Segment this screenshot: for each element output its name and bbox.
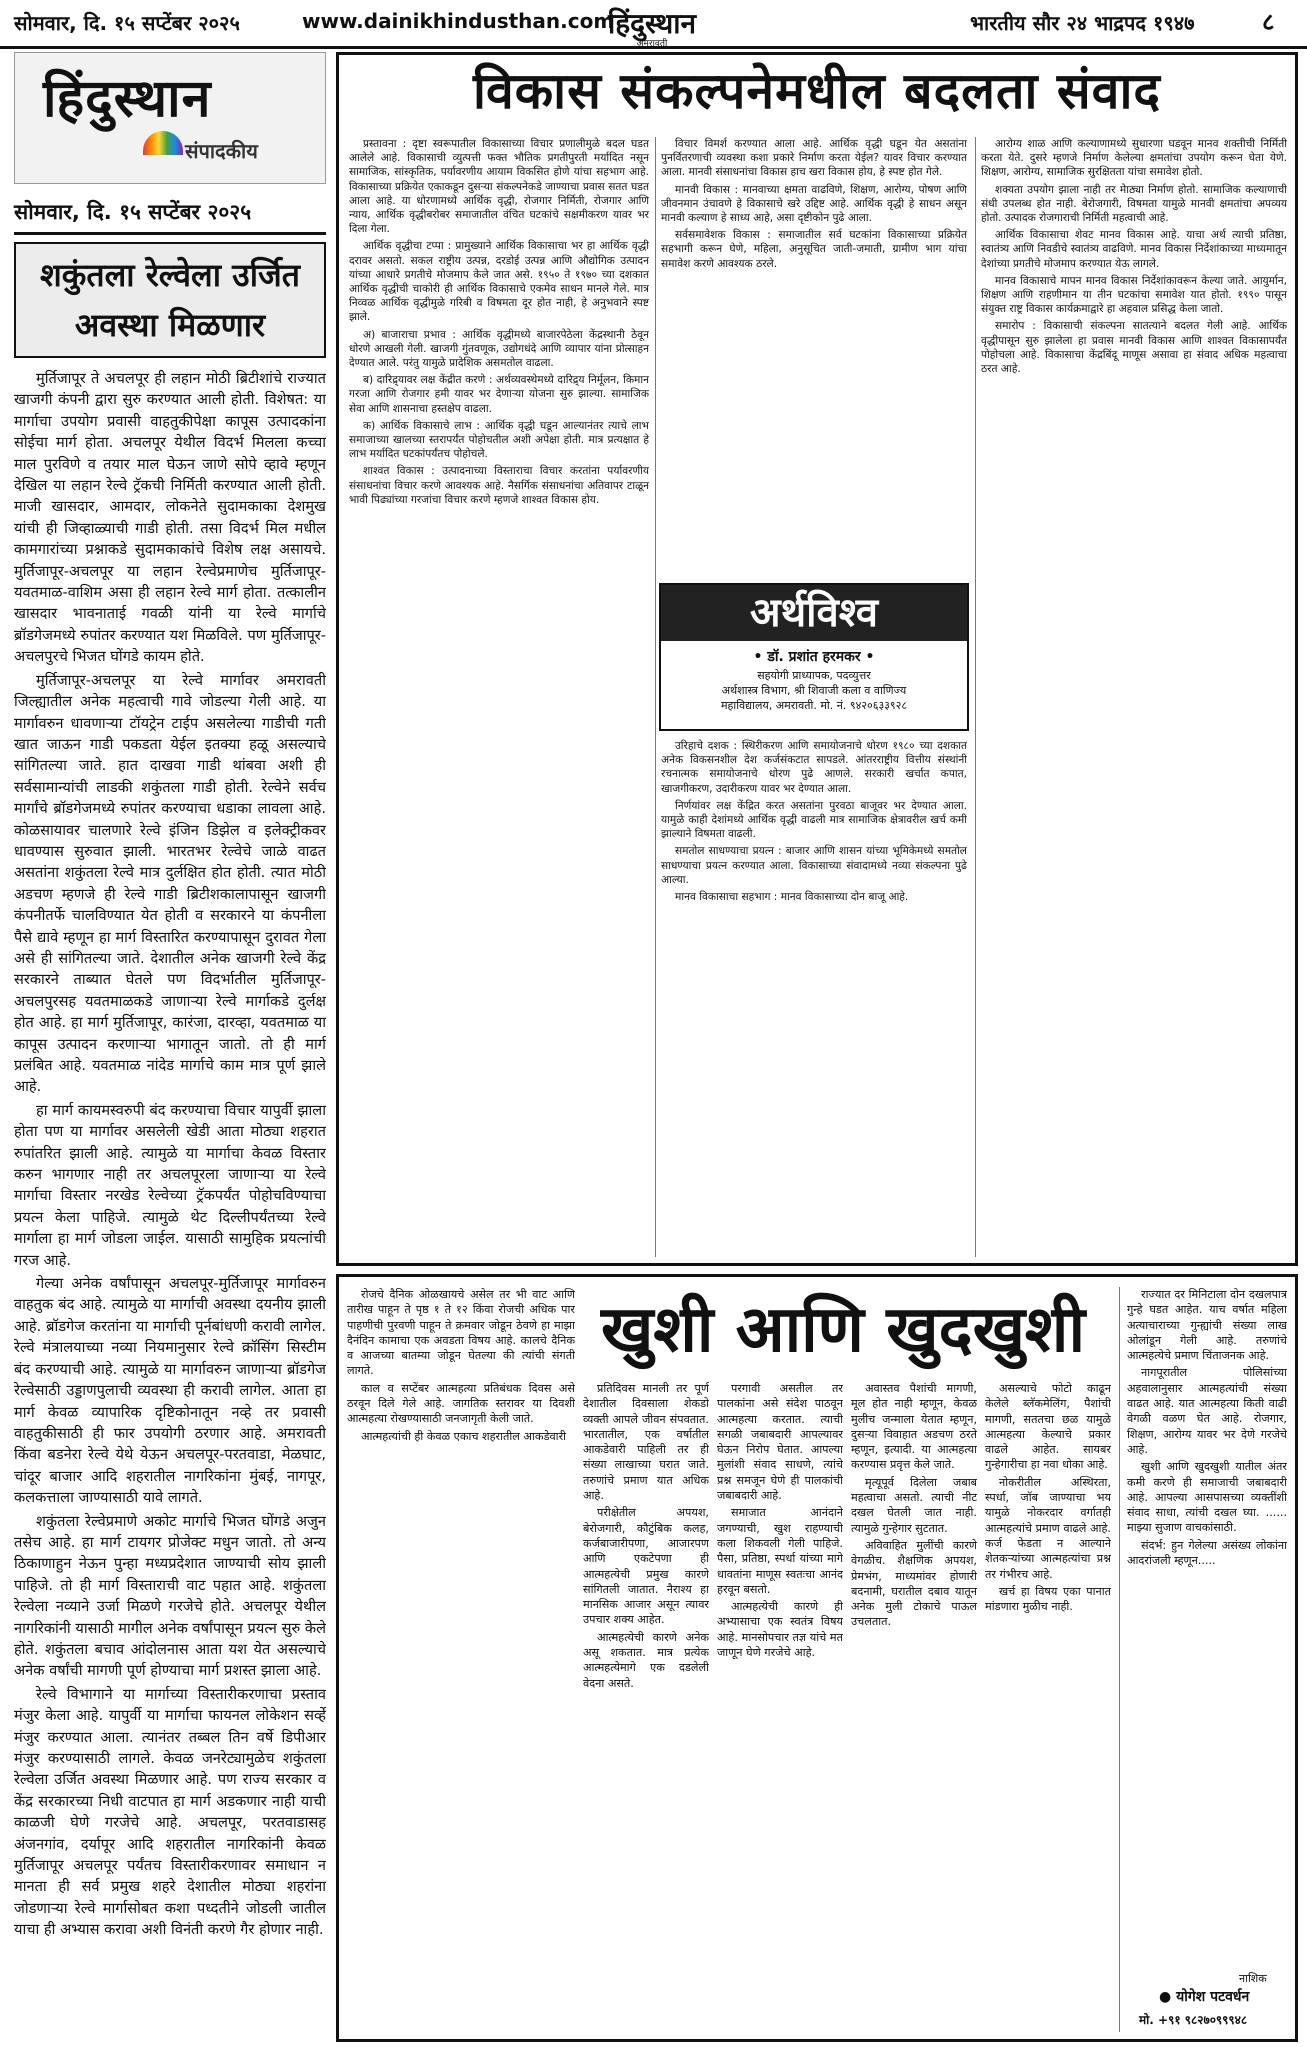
paragraph: रेल्वे विभागाने या मार्गाच्या विस्तारीकरणाचा प्रस्ताव मंजुर केला आहे. यापुर्वी या मार्गाचा फायनल लोकेशन सर्व्हे मंजुर करण्यात आला. त्यानंतर तब्बल तिन वर्षे डिपीआर मंजुर करण्यासाठी लागले. केवळ जनरेट्यामुळेच शकुंतला रेल्वेला उर्जित अवस्था मिळणार आहे. पण राज्य सरकार व केंद्र सरकारच्या निधी वाटपात हा मार्ग अडकणार नाही याची काळजी घेणे गरजेचे आहे. अचलपूर, परतवाडासह अंजनगांव, दर्यापूर आदि शहरातील नागरिकांनी केवळ मुर्तिजापूर अचलपूर पर्यंतच विस्तारीकरणावर समाधान न मानता ही सर्व प्रमुख शहरे देशातील मोठ्या शहरांना जोडणाऱ्या रेल्वे मार्गासोबत कशा पध्दतीने जोडली जातील याचा ही अभ्यास करावा अशी विनंती करणे गैर होणार नाही. xyxy=(14,1685,326,1939)
masthead-solar-date: भारतीय सौर २४ भाद्रपद १९४७ xyxy=(970,11,1195,35)
editorial-brand xyxy=(14,52,326,184)
main-column-2b: उरिहाचे दशक : स्थिरीकरण आणि समायोजनाचे धोरण १९८० च्या दशकात अनेक विकसनशील देश कर्जसंकटात सापडले. आंतरराष्ट्रीय वित्तीय संस्थांनी रचनात्मक समायोजनाचे धोरण पुढे आणले. सरकारी खर्चात कपात, खाजगीकरण, उदारीकरण यावर भर देण्यात आला. निर्णयांवर लक्ष केंद्रित करत असतांना पुरवठा बाजूवर भर देण्यात आला. यामुळे काही देशांमध्ये आर्थिक वृद्धी वाढली मात्र सामाजिक क्षेत्रावरील खर्च कमी झाल्याने विषमता वाढली. समतोल साधण्याचा प्रयत्न : बाजार आणि शासन यांच्या भूमिकेमध्ये समतोल साधण्याचा प्रयत्न करण्यात आला. विकासाच्या संवादामध्ये नव्या संकल्पना पुढे आल्या. मानव विकासाचा सहभाग : मानव विकासाच्या दोन बाजू आहे. xyxy=(661,740,967,904)
masthead-logo: हिंदुस्थान अमरावती xyxy=(608,7,697,49)
author-box xyxy=(659,583,969,731)
editorial-date: सोमवार, दि. १५ सप्टेंबर २०२५ xyxy=(14,192,326,235)
bottom-column-b: प्रतिदिवस मानली तर पूर्ण देशातील दिवसाला शेकडो व्यक्ती आपले जीवन संपवतात. भारतातील, एक वर्षातील आकडेवारी पाहिली तर ही संख्या लाखाच्या घरात जाते. तरुणांचे प्रमाण यात अधिक आहे. परीक्षेतील अपयश, बेरोजगारी, कौटुंबिक कलह, कर्जबाजारीपणा, आजारपण आणि एकटेपणा ही आत्महत्येची प्रमुख कारणे सांगितली जातात. नैराश्य हा मानसिक आजार असून त्यावर उपचार शक्य आहेत. आत्महत्येची कारणे अनेक असू शकतात. मात्र प्रत्येक आत्महत्येमागे एक दडलेली वेदना असते. xyxy=(583,1382,709,1690)
main-column-3: आरोग्य शाळ आणि कल्याणामध्ये सुधारणा घडवून मानव शक्तीची निर्मिती करता येते. दुसरे म्हणजे निर्माण केलेल्या क्षमतांचा उपयोग करून घेता येणे. शिक्षण, आरोग्य, सामाजिक सुरक्षितता यांचा समावेश होतो. शक्यता उपयोग झाला नाही तर मेाठ्या निर्माण होतो. सामाजिक कल्याणाची संधी उपलब्ध होत नाही. बेरोजगारी, विषमता यामुळे मानवी क्षमतांचा अपव्यय होतो. उत्पादक रोजगाराची निर्मिती महत्वाची आहे. आर्थिक विकासाचा शेवट मानव विकास आहे. याचा अर्थ त्याची प्रतिष्ठा, स्वातंत्र्य आणि निवडीचे स्वातंत्र्य वाढविणे. मानव विकास निर्देशांकाच्या माध्यमातून देशांच्या प्रगतीचे मोजमाप करण्यात येऊ लागले. मानव विकासाचे मापन मानव विकास निर्देशांकावरून केल्या जाते. आयुर्मान, शिक्षण आणि राहणीमान या तीन घटकांचा समावेश यात होतो. १९९० पासून संयुक्त राष्ट्र विकास कार्यक्रमाद्वारे हा अहवाल प्रसिद्ध केला जातो. समारोप : विकासाची संकल्पना सातत्याने बदलत गेली आहे. आर्थिक वृद्धीपासून सुरु झालेला हा प्रवास मानवी विकास आणि शाश्वत विकासापर्यंत पोहोचला आहे. विकासाचा केंद्रबिंदू माणूस असावा हा संवाद अधिक महत्वाचा ठरत आहे. xyxy=(981,138,1287,376)
bottom-column-c: परगावी असतील तर पालकांना असे संदेश पाठवून आत्महत्या करतात. त्याची सगळी जबाबदारी आपल्यावर घेऊन निरोप घेतात. आपल्या मुलांशी संवाद साधणे, त्यांचे प्रश्न समजून घेणे ही पालकांची जबाबदारी आहे. समाजात आनंदाने जगण्याची, खुश राहण्याची कला शिकवली गेली पाहिजे. पैसा, प्रतिष्ठा, स्पर्धा यांच्या मागे धावतांना माणूस स्वतःचा आनंद हरवून बसतो. आत्महत्येची कारणे ही अभ्यासाचा एक स्वतंत्र विषय आहे. मानसोपचार तज्ञ यांचे मत जाणून घेणे गरजेचे आहे. xyxy=(717,1382,843,1660)
brand-logo: हिंदुस्थान xyxy=(43,68,212,129)
main-headline: विकास संकल्पनेमधील बदलता संवाद xyxy=(473,62,1161,120)
left-article-body xyxy=(14,368,326,2033)
left-column xyxy=(14,52,326,2042)
bottom-column-d: अवास्तव पैशांची मागणी, मूल होत नाही म्हणून, केवळ मुलीच जन्माला येतात म्हणून, दुसऱ्या विवाहात अडचण ठरते म्हणून, इत्यादी. या आत्महत्या करण्यास प्रवृत्त केले जाते. मृत्यूपूर्व दिलेला जबाब महत्वाचा असतो. त्याची नीट दखल घेतली जात नाही. त्यामुळे गुन्हेगार सुटतात. अविवाहित मुलींची कारणे वेगळीच. शैक्षणिक अपयश, प्रेमभंग, माध्यमांवर होणारी बदनामी, घरातील दबाव यातून अनेक मुली टोकाचे पाऊल उचलतात. xyxy=(851,1382,977,1629)
bottom-column-f: राज्यात दर मिनिटाला दोन दखलपात्र गुन्हे घडत आहेत. याच वर्षात महिला अत्याचाराच्या गुन्ह्यांची संख्या लाख ओलांडून गेली आहे. तरुणांचे आत्महत्येचे प्रमाण चिंताजनक आहे. नागपूरातील पोलिसांच्या अहवालानुसार आत्महत्यांची संख्या वाढत आहे. यात आत्महत्या किती वाढी वेगळी वळण घेत आहे. रोजगार, शिक्षण, आरोग्य यावर भर देणे गरजेचे आहे. खुशी आणि खुदखुशी यातील अंतर कमी करणे ही समाजाची जबाबदारी आहे. आपल्या आसपासच्या व्यक्तींशी संवाद साधा, त्यांची दखल घ्या. ...... माझ्या सुजाण वाचकांसाठी. संदर्भ: हुन गेलेल्या असंख्य लोकांना आदरांजली म्हणून..... xyxy=(1127,1288,1287,1568)
main-article xyxy=(336,52,1298,1266)
brand-section: संपादकीय xyxy=(185,139,258,163)
sunrise-icon xyxy=(143,131,183,155)
paragraph: हा मार्ग कायमस्वरुपी बंद करण्याचा विचार यापुर्वी झाला होता पण या मार्गावर असलेली खेडी आता मोठ्या शहरात रुपांतरित झाली आहे. त्यामुळे या मार्गाचा केवळ विस्तार करुन भागणार नाही तर अचलपूरला जाणाऱ्या या रेल्वे मार्गाचा विस्तार नरखेड रेल्वेच्या ट्रॅकपर्यंत पोहोचविण्याचा प्रयत्न केला पाहिजे. त्यामुळे थेट दिल्लीपर्यंतच्या रेल्वे मार्गाला हा मार्ग जोडला जाईल. यासाठी सामुहिक प्रयत्नांची गरज आहे. xyxy=(14,1101,326,1269)
bottom-column-a: रोजचे दैनिक ओळखायचे असेल तर भी वाट आणि तारीख पाहून ते पृष्ठ १ ते १२ किंवा रोजची अधिक पार पाहणीची पुरवणी पाहून ते क्रमवार जोडून ठेवणे हा माझा दैनंदिन कामाचा एक अवडता विषय आहे. कालचे दैनिक व आजच्या बातम्या जोडून घेतल्या की त्यांची संगती लागते. काल व सप्टेंबर आत्महत्या प्रतिबंधक दिवस असे ठरवून दिले गेले आहे. जागतिक स्तरावर या दिवशी आत्महत्या रोखण्यासाठी जनजागृती केली जाते. आत्महत्यांची ही केवळ एकाच शहरातील आकडेवारी xyxy=(347,1288,575,1443)
section-banner: अर्थविश्व xyxy=(661,585,967,641)
masthead xyxy=(0,0,1307,49)
signature-name: ● योगेश पटवर्धन xyxy=(1159,1989,1250,2005)
bottom-article xyxy=(336,1274,1298,2042)
author-designation: सहयोगी प्राध्यापक, पदव्युत्तर अर्थशास्त्र विभाग, श्री शिवाजी कला व वाणिज्य महाविद्यालय, अमरावती. मो. नं. ९४२०६३३९२८ xyxy=(720,669,908,712)
author-name: • डॉ. प्रशांत हरमकर • xyxy=(753,649,875,665)
paragraph: शकुंतला रेल्वेप्रमाणे अकोट मार्गाचे भिजत घोंगडे अजुन तसेच आहे. हा मार्ग टायगर प्रोजेक्ट मधुन जातो. तो अन्य ठिकाणाहुन नेऊन पुन्हा मध्यप्रदेशात जाण्याची सोय झाली पाहिजे. तो ही मार्ग विस्ताराची वाट पहात आहे. शकुंतला रेल्वेला नव्याने उर्जा मिळणे गरजेचे होते. अचलपूर येथील नागरिकांनी यासाठी मागील अनेक वर्षांपासून प्रयत्न सुरु केले होते. शकुंतला बचाव आंदोलनास आता यश येत असल्याचे अनेक वर्षांची मागणी पूर्ण होण्याचा मार्ग प्रशस्त झाला आहे. xyxy=(14,1512,326,1680)
page-number: ८ xyxy=(1262,8,1275,36)
left-headline: शकुंतला रेल्वेला उर्जित अवस्था मिळणार xyxy=(14,242,326,358)
signature-place: नाशिक xyxy=(1239,1972,1267,1985)
masthead-website[interactable]: www.dainikhindusthan.com xyxy=(302,9,615,33)
paragraph: मुर्तिजापूर-अचलपूर या रेल्वे मार्गावर अमरावती जिल्ह्यातील अनेक महत्वाची गावे जोडल्या गेली आहे. या मार्गावरुन धावणाऱ्या टॉयट्रेन टाईप असलेल्या गाडीची गती खात जाऊन गाडी पकडता येईल इतक्या हळू असल्याचे सांगितल्या जाते. हात दाखवा गाडी थांबवा अशी ही सर्वसामान्यांची लाडकी शकुंतला गाडी होती. रेल्वेने सर्वच मार्गांचे ब्रॉडगेजमध्ये रुपांतर करण्याचा धडाका लावला आहे. कोळसायावर चालणारे रेल्वे इंजिन डिझेल व इलेक्ट्रीकवर धावण्यास सुरुवात झाली. भारतभर रेल्वेचे जाळे वाढत असतांना शकुंतला रेल्वे मात्र दुर्लक्षित होत होती. त्यात मोठी अडचण म्हणजे ही रेल्वे गाडी ब्रिटीशकालापासून खाजगी कंपनीतर्फे चालविण्यात येत होती व सरकारने या कंपनीला पैसे द्यावे म्हणून हा मार्ग विस्तारित करण्यापासून दुरावत गेला असे ही सांगितल्या जाते. देशातील अनेक खाजगी रेल्वे केंद्र सरकारने ताब्यात घेतले पण विदर्भातील मुर्तिजापूर-अचलपुरसह यवतमाळकडे जाणाऱ्या रेल्वे मार्गाकडे दुर्लक्ष होत आहे. हा मार्ग मुर्तिजापूर, कारंजा, दारव्हा, यवतमाळ या कापूस उत्पादन करणाऱ्या भागातून जातो. तो ही मार्ग प्रलंबित आहे. यवतमाळ नांदेड मार्गाचे काम मात्र पूर्ण झाले आहे. xyxy=(14,671,326,1096)
main-column-1: प्रस्तावना : दृष्टा स्वरूपातील विकासाच्या विचार प्रणालीमुळे बदल घडत आलेले आहे. विकासाची व्युत्पत्ती फक्त भौतिक प्रगतीपुरती मर्यादित नसून सामाजिक, सांस्कृतिक, पर्यावरणीय आयाम विकसित होणे यांचा सहभाग आहे. विकासाच्या प्रक्रियेत एकाकडून दुसऱ्या संकल्पनेकडे जाण्याचा प्रवास सतत घडत आला आहे. या धोरणामध्ये आर्थिक वृद्धी, रोजगार निर्मिती, रोजगार आणि न्याय, आर्थिक वृद्धीबरोबर समाजातील वंचित घटकांचे सक्षमीकरण यावर भर दिला गेला. आर्थिक वृद्धीचा टप्पा : प्रामुख्याने आर्थिक विकासाचा भर हा आर्थिक वृद्धी दरावर असतो. सकल राष्ट्रीय उत्पन्न, दरडोई उत्पन्न आणि औद्योगिक उत्पादन यांच्या आधारे प्रगतीचे मोजमाप केले जात असे. १९५० ते १९७० च्या दशकात आर्थिक वृद्धीची चाकोरी ही आर्थिक विकासाचे एकमेव साधन मानले गेले. मात्र निव्वळ आर्थिक वृद्धीमुळे गरिबी व विषमता दूर होत नाही, हे अनुभवाने स्पष्ट झाले. अ) बाजाराचा प्रभाव : आर्थिक वृद्धीमध्ये बाजारपेठेला केंद्रस्थानी ठेवून धोरणे आखली गेली. खाजगी गुंतवणूक, उद्योगधंदे आणि व्यापार यांना प्रोत्साहन देण्यात आले. परंतु यामुळे प्रादेशिक असमतोल वाढला. ब) दारिद्र्यावर लक्ष केंद्रीत करणे : अर्थव्यवस्थेमध्ये दारिद्र्य निर्मूलन, किमान गरजा आणि रोजगार हमी यावर भर देणाऱ्या योजना सुरु झाल्या. सामाजिक सेवा आणि शासनाचा हस्तक्षेप वाढला. क) आर्थिक विकासाचे लाभ : आर्थिक वृद्धी घडून आल्यानंतर त्याचे लाभ समाजाच्या खालच्या स्तरापर्यंत पोहोचतील अशी अपेक्षा होती. मात्र प्रत्यक्षात हे लाभ मर्यादित घटकांपर्यंतच पोहोचले. शाश्वत विकास : उत्पादनाच्या विस्ताराचा विचार करतांना पर्यावरणीय संसाधनांचा विचार करणे आवश्यक आहे. नैसर्गिक संसाधनांचा अतिवापर टाळून भावी पिढ्यांच्या गरजांचा विचार करणे म्हणजे शाश्वत विकास होय. xyxy=(349,138,649,506)
signature-phone: मो. +९१ ९८२७०९९९४८ xyxy=(1139,2013,1248,2027)
bottom-headline: खुशी आणि खुदखुशी xyxy=(600,1293,1086,1367)
bottom-column-e: असल्याचे फोटो काढून केलेले ब्लॅकमेलिंग, पैशांची मागणी, सततचा छळ यामुळे आत्महत्या केल्याचे प्रकार वाढले आहेत. सायबर गुन्हेगारीचा हा नवा धोका आहे. नोकरीतील अस्थिरता, स्पर्धा, जॉब जाण्याचा भय यामुळे नोकरदार वर्गातही आत्महत्यांचे प्रमाण वाढले आहे. कर्ज फेडता न आल्याने शेतकऱ्यांच्या आत्महत्यांचा प्रश्न तर गंभीरच आहे. खर्च हा विषय एका पानात मांडणारा मुळीच नाही. xyxy=(985,1382,1111,1614)
masthead-date: सोमवार, दि. १५ सप्टेंबर २०२५ xyxy=(14,11,240,35)
paragraph: गेल्या अनेक वर्षांपासून अचलपूर-मुर्तिजापूर मार्गावरुन वाहतुक बंद आहे. त्यामुळे या मार्गाची अवस्था दयनीय झाली आहे. ब्रॉडगेज करतांना या मार्गाची पूर्नबांधणी करावी लागेल. रेल्वे मंत्रालयाच्या नव्या नियमानुसार रेल्वे क्रॉसिंग सिस्टीम बंद करण्याची आहे. त्यामुळे या मार्गावरुन जाणाऱ्या ब्रॉडगेज रेल्वेसाठी उड्डाणपुलाची व्यवस्था ही करावी लागेल. आता हा मार्ग केवळ व्यापारिक दृष्टिकोनातून नव्हे तर प्रवासी वाहतुकीसाठी ही फार उपयोगी ठरणार आहे. अमरावती किंवा बडनेरा रेल्वे येथे येऊन अचलपूर-परतवाडा, मेळघाट, चांदूर बाजार आदि शहरातील नागरिकांना मुंबई, नागपूर, कलकत्ताला जाण्यासाठी यावे लागते. xyxy=(14,1275,326,1507)
paragraph: मुर्तिजापूर ते अचलपूर ही लहान मोठी ब्रिटीशांचे राज्यात खाजगी कंपनी द्वारा सुरु करण्यात आली होती. विशेषत: या मार्गाचा उपयोग प्रवासी वाहतुकीपेक्षा कापूस उत्पादकांना सोईचा मार्ग होता. अचलपूर येथील विदर्भ मिलला कच्चा माल पुरविणे व तयार माल घेऊन जाणे सोपे व्हावे म्हणून देखिल या लहान रेल्वे ट्रॅकची निर्मिती करण्यात आली होती. माजी खासदार, आमदार, लोकनेते सुदामकाका देशमुख यांची ही जिव्हाळ्याची गाडी होती. तसा विदर्भ मिल मधील कामगारांच्या प्रश्नाकडे सुदामकाकांचे विशेष लक्ष असायचे. मुर्तिजापूर-अचलपूर या लहान रेल्वेप्रमाणेच मुर्तिजापूर-यवतमाळ-वाशिम असा ही लहान रेल्वे मार्ग होता. तत्कालीन खासदार भावनाताई गवळी यांनी या रेल्वे मार्गाचे ब्रॉडगेजमध्ये रुपांतर करण्यात यश मिळविले. पण मुर्तिजापूर-अचलपुरचे भिजत घोंगडे कायम होते. xyxy=(14,370,326,666)
main-column-2: विचार विमर्श करण्यात आला आहे. आर्थिक वृद्धी घडून येत असतांना पुनर्वितरणाची व्यवस्था कशा प्रकारे निर्माण करता येईल? यावर विचार करण्यात आला. मानवी संसाधनांचा विकास हाच खरा विकास होय, हे स्पष्ट होत गेले. मानवी विकास : मानवाच्या क्षमता वाढविणे, शिक्षण, आरोग्य, पोषण आणि जीवनमान उंचावणे हे विकासाचे खरे उद्दिष्ट आहे. आर्थिक वृद्धी हे साधन असून मानवी कल्याण हे साध्य आहे, असा दृष्टीकोन पुढे आला. सर्वसमावेशक विकास : समाजातील सर्व घटकांना विकासाच्या प्रक्रियेत सहभागी करून घेणे, महिला, अनुसूचित जाती-जमाती, ग्रामीण भाग यांचा समावेश करणे आवश्यक ठरले. xyxy=(661,138,967,270)
